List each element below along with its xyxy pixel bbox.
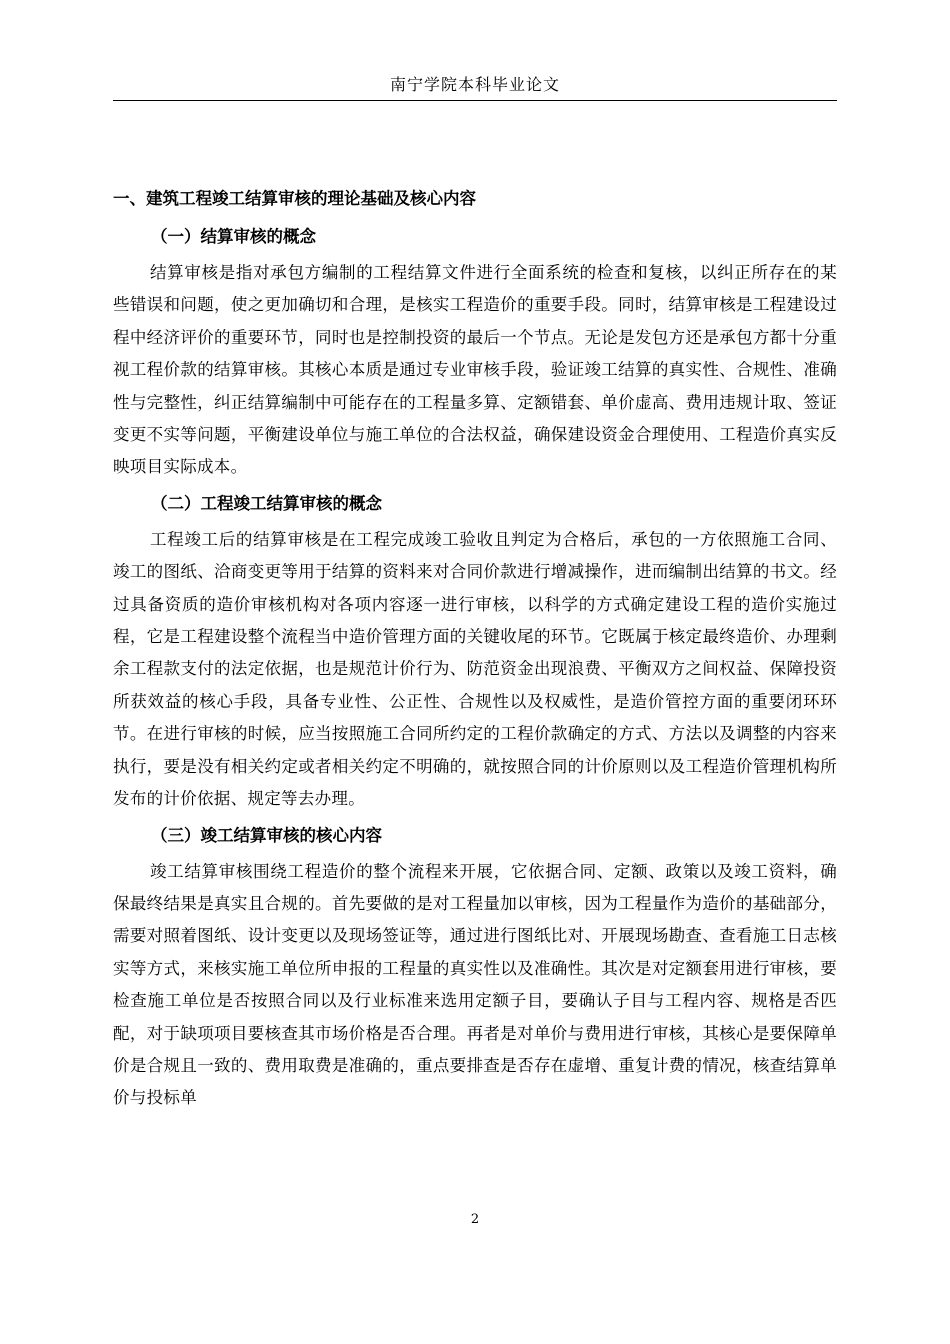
paragraph-2: 工程竣工后的结算审核是在工程完成竣工验收且判定为合格后，承包的一方依照施工合同、竣工的图纸、洽商变更等用于结算的资料来对合同价款进行增减操作，进而编制出结算的书文。经过具备资质的造价审核机构对各项内容逐一进行审核，以科学的方式确定建设工程的造价实施过程，它是工程建设整个流程当中造价管理方面的关键收尾的环节。它既属于核定最终造价、办理剩余工程款支付的法定依据，也是规范计价行为、防范资金出现浪费、平衡双方之间权益、保障投资所获效益的核心手段，具备专业性、公正性、合规性以及权威性，是造价管控方面的重要闭环环节。在进行审核的时候，应当按照施工合同所约定的工程价款确定的方式、方法以及调整的内容来执行，要是没有相关约定或者相关约定不明确的，就按照合同的计价原则以及工程造价管理机构所发布的计价依据、规定等去办理。: [113, 529, 837, 809]
subsection-heading-2: （二）工程竣工结算审核的概念: [151, 493, 382, 513]
header-rule: [113, 100, 837, 101]
section-heading: 一、建筑工程竣工结算审核的理论基础及核心内容: [113, 189, 476, 208]
paragraph-3: 竣工结算审核围绕工程造价的整个流程来开展，它依据合同、定额、政策以及竣工资料，确保最终结果是真实且合规的。首先要做的是对工程量加以审核，因为工程量作为造价的基础部分，需要对照着图纸、设计变更以及现场签证等，通过进行图纸比对、开展现场勘查、查看施工日志核实等方式，来核实施工单位所申报的工程量的真实性以及准确性。其次是对定额套用进行审核，要检查施工单位是否按照合同以及行业标准来选用定额子目，要确认子目与工程内容、规格是否匹配，对于缺项项目要核查其市场价格是否合理。再者是对单价与费用进行审核，其核心是要保障单价是合规且一致的、费用取费是准确的，重点要排查是否存在虚增、重复计费的情况，核查结算单价与投标单: [113, 861, 837, 1108]
page-body: [113, 183, 837, 1115]
running-header: 南宁学院本科毕业论文: [389, 75, 560, 94]
paragraph-1: 结算审核是指对承包方编制的工程结算文件进行全面系统的检查和复核，以纠正所存在的某些错误和问题，使之更加确切和合理，是核实工程造价的重要手段。同时，结算审核是工程建设过程中经济评价的重要环节，同时也是控制投资的最后一个节点。无论是发包方还是承包方都十分重视工程价款的结算审核。其核心本质是通过专业审核手段，验证竣工结算的真实性、合规性、准确性与完整性，纠正结算编制中可能存在的工程量多算、定额错套、单价虚高、费用违规计取、签证变更不实等问题，平衡建设单位与施工单位的合法权益，确保建设资金合理使用、工程造价真实反映项目实际成本。: [113, 263, 837, 477]
subsection-heading-1: （一）结算审核的概念: [151, 227, 316, 246]
subsection-heading-3: （三）竣工结算审核的核心内容: [151, 825, 382, 845]
page-number: 2: [470, 1212, 480, 1227]
